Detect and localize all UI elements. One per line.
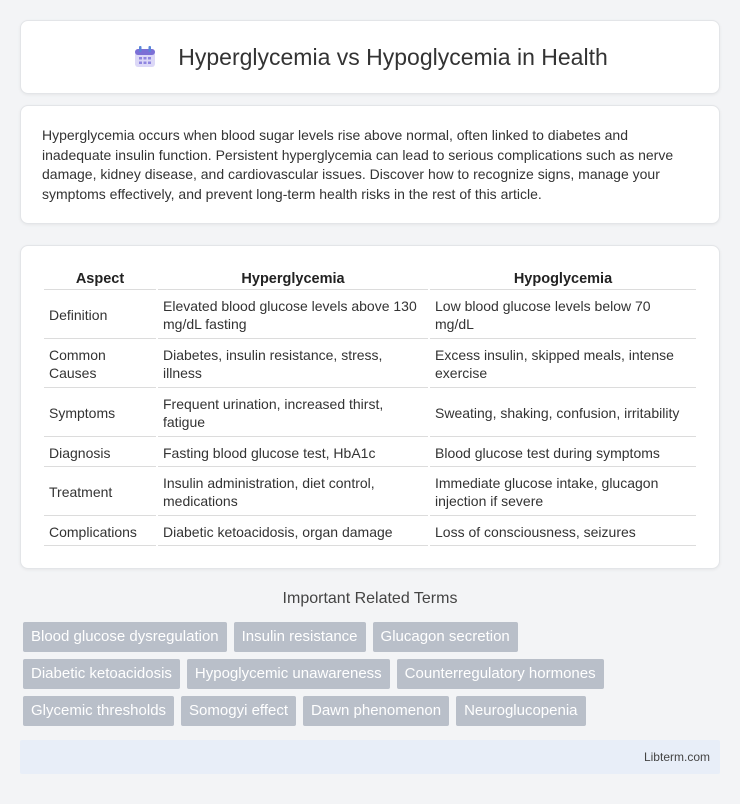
row-hyperglycemia: Insulin administration, diet control, medications [158, 469, 428, 516]
table-row [44, 469, 696, 516]
table-header-row [44, 268, 696, 290]
row-hypoglycemia: Excess insulin, skipped meals, intense exercise [430, 341, 696, 388]
footer [20, 740, 720, 774]
term-tag[interactable]: Blood glucose dysregulation [23, 622, 227, 652]
footer-brand-link[interactable]: Libterm.com [643, 750, 710, 764]
row-hypoglycemia: Sweating, shaking, confusion, irritability [430, 390, 696, 437]
row-hypoglycemia: Immediate glucose intake, glucagon injection if severe [430, 469, 696, 516]
page-title: Hyperglycemia vs Hypoglycemia in Health [178, 43, 608, 70]
title-card [20, 20, 720, 94]
comparison-card [20, 245, 720, 569]
row-hyperglycemia: Elevated blood glucose levels above 130 mg/dL fasting [158, 292, 428, 339]
row-aspect: Common Causes [44, 341, 156, 388]
related-terms-list [23, 622, 723, 733]
table-row [44, 292, 696, 339]
intro-paragraph: Hyperglycemia occurs when blood sugar levels rise above normal, often linked to diabetes and inadequate insulin function. Persistent hyperglycemia can lead to serious complications such as nerve damage, kidney disease, and cardiovascular issues. Discover how to recognize signs, manage your symptoms effectively, and prevent long-term health risks in the rest of this article. [42, 127, 674, 202]
table-row [44, 439, 696, 467]
calendar-icon [132, 44, 158, 70]
tag-row [23, 696, 723, 726]
row-aspect: Complications [44, 518, 156, 546]
intro-card [20, 105, 720, 224]
row-hypoglycemia: Blood glucose test during symptoms [430, 439, 696, 467]
row-aspect: Symptoms [44, 390, 156, 437]
term-tag[interactable]: Counterregulatory hormones [397, 659, 604, 689]
term-tag[interactable]: Somogyi effect [181, 696, 296, 726]
table-row [44, 518, 696, 546]
tag-row [23, 659, 723, 689]
table-row [44, 341, 696, 388]
row-hypoglycemia: Loss of consciousness, seizures [430, 518, 696, 546]
term-tag[interactable]: Dawn phenomenon [303, 696, 449, 726]
header-hyperglycemia: Hyperglycemia [158, 268, 428, 290]
row-hyperglycemia: Fasting blood glucose test, HbA1c [158, 439, 428, 467]
term-tag[interactable]: Diabetic ketoacidosis [23, 659, 180, 689]
table-row [44, 390, 696, 437]
row-hyperglycemia: Diabetic ketoacidosis, organ damage [158, 518, 428, 546]
row-aspect: Definition [44, 292, 156, 339]
term-tag[interactable]: Glucagon secretion [373, 622, 518, 652]
term-tag[interactable]: Insulin resistance [234, 622, 366, 652]
related-terms-heading: Important Related Terms [282, 590, 458, 607]
header-aspect: Aspect [44, 268, 156, 290]
header-hypoglycemia: Hypoglycemia [430, 268, 696, 290]
term-tag[interactable]: Neuroglucopenia [456, 696, 585, 726]
comparison-table [42, 266, 698, 548]
term-tag[interactable]: Glycemic thresholds [23, 696, 174, 726]
row-hypoglycemia: Low blood glucose levels below 70 mg/dL [430, 292, 696, 339]
tag-row [23, 622, 723, 652]
term-tag[interactable]: Hypoglycemic unawareness [187, 659, 390, 689]
row-aspect: Diagnosis [44, 439, 156, 467]
row-aspect: Treatment [44, 469, 156, 516]
row-hyperglycemia: Frequent urination, increased thirst, fatigue [158, 390, 428, 437]
row-hyperglycemia: Diabetes, insulin resistance, stress, illness [158, 341, 428, 388]
